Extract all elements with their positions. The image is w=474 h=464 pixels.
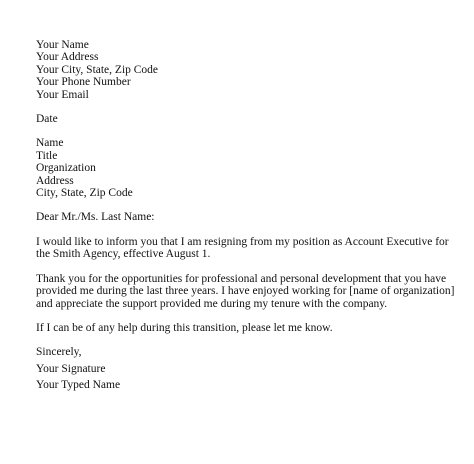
- sender-phone: Your Phone Number: [36, 76, 131, 89]
- valediction: Sincerely,: [36, 346, 82, 359]
- salutation: [36, 211, 464, 223]
- sender-name: Your Name: [36, 39, 89, 51]
- recipient-name: Name: [36, 137, 64, 150]
- body-paragraph-3: [36, 322, 464, 334]
- salutation-text: Dear Mr./Ms. Last Name:: [36, 211, 155, 224]
- sender-email: Your Email: [36, 88, 89, 101]
- body-paragraph-1: [36, 236, 464, 261]
- letter-date: Date: [36, 113, 58, 126]
- recipient-block: [36, 137, 464, 199]
- paragraph-1-text: I would like to inform you that I am resigning from my position as Account Executive for the Smith Agency, effective August 1.: [36, 235, 449, 261]
- body-paragraph-2: [36, 273, 464, 310]
- date-block: [36, 113, 464, 125]
- closing-block: [36, 346, 464, 391]
- recipient-address: Address: [36, 174, 74, 187]
- sender-address: Your Address: [36, 51, 99, 64]
- sender-city-state-zip: Your City, State, Zip Code: [36, 63, 159, 76]
- paragraph-3-text: If I can be of any help during this transition, please let me know.: [36, 321, 333, 334]
- recipient-organization: Organization: [36, 162, 96, 175]
- sender-block: [36, 39, 464, 101]
- signature: Your Signature: [36, 362, 106, 375]
- paragraph-2-text: Thank you for the opportunities for professional and personal development that you have provided me during the last three years. I have enjoyed working for [name of organization] and appreciate the support provided me during my tenure with the company.: [36, 272, 455, 310]
- typed-name: Your Typed Name: [36, 379, 121, 392]
- recipient-city-state-zip: City, State, Zip Code: [36, 187, 133, 200]
- letter-page: [36, 39, 464, 396]
- recipient-title: Title: [36, 149, 58, 162]
